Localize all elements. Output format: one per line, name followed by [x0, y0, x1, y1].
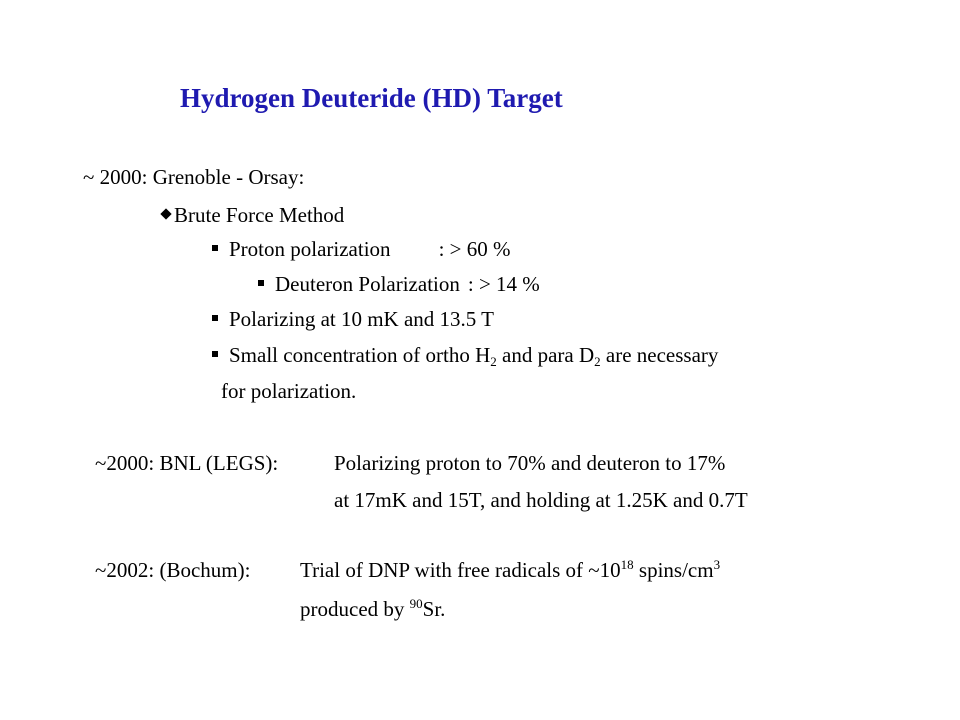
deuteron-polarization-label: Deuteron Polarization: [275, 272, 460, 296]
brute-force-label: Brute Force Method: [174, 203, 345, 227]
bnl-line2: at 17mK and 15T, and holding at 1.25K and 0.7T: [334, 488, 748, 512]
slide-title: Hydrogen Deuteride (HD) Target: [180, 83, 563, 113]
proton-polarization-label: Proton polarization: [229, 237, 391, 261]
bochum-line2: [300, 597, 445, 621]
concentration-subscript-d2: 2: [594, 354, 601, 369]
square-bullet-icon: [258, 280, 264, 286]
bochum-line2-text-b: Sr.: [422, 597, 446, 621]
proton-polarization-item: [212, 237, 510, 261]
bochum-superscript-3: 3: [713, 557, 721, 572]
proton-polarization-value: : > 60 %: [438, 237, 511, 261]
bochum-line1: [300, 558, 720, 582]
square-bullet-icon: [212, 315, 218, 321]
concentration-subscript-h2: 2: [490, 354, 497, 369]
bochum-line1-text-a: Trial of DNP with free radicals of ~10: [300, 558, 621, 582]
bochum-superscript-18: 18: [620, 557, 634, 572]
bochum-superscript-90: 90: [409, 596, 423, 611]
deuteron-polarization-value: : > 14 %: [467, 272, 540, 296]
bnl-label: ~2000: BNL (LEGS):: [95, 451, 279, 475]
concentration-text-a: Small concentration of ortho H: [229, 343, 491, 367]
concentration-text-c: are necessary: [600, 343, 719, 367]
polarizing-conditions-text: Polarizing at 10 mK and 13.5 T: [229, 307, 494, 331]
diamond-bullet-icon: [160, 208, 171, 219]
bochum-line1-text-b: spins/cm: [633, 558, 714, 582]
bochum-label: ~2002: (Bochum):: [95, 558, 251, 582]
square-bullet-icon: [212, 351, 218, 357]
concentration-text-b: and para D: [496, 343, 595, 367]
deuteron-polarization-item: [258, 272, 540, 296]
concentration-item: [212, 343, 718, 367]
polarizing-conditions-item: [212, 307, 494, 331]
bochum-line2-text-a: produced by: [300, 597, 410, 621]
brute-force-item: [162, 203, 344, 227]
square-bullet-icon: [212, 245, 218, 251]
bnl-line1: Polarizing proton to 70% and deuteron to 17%: [334, 451, 726, 475]
grenoble-header: ~ 2000: Grenoble - Orsay:: [83, 165, 305, 189]
concentration-continuation: for polarization.: [221, 379, 357, 403]
